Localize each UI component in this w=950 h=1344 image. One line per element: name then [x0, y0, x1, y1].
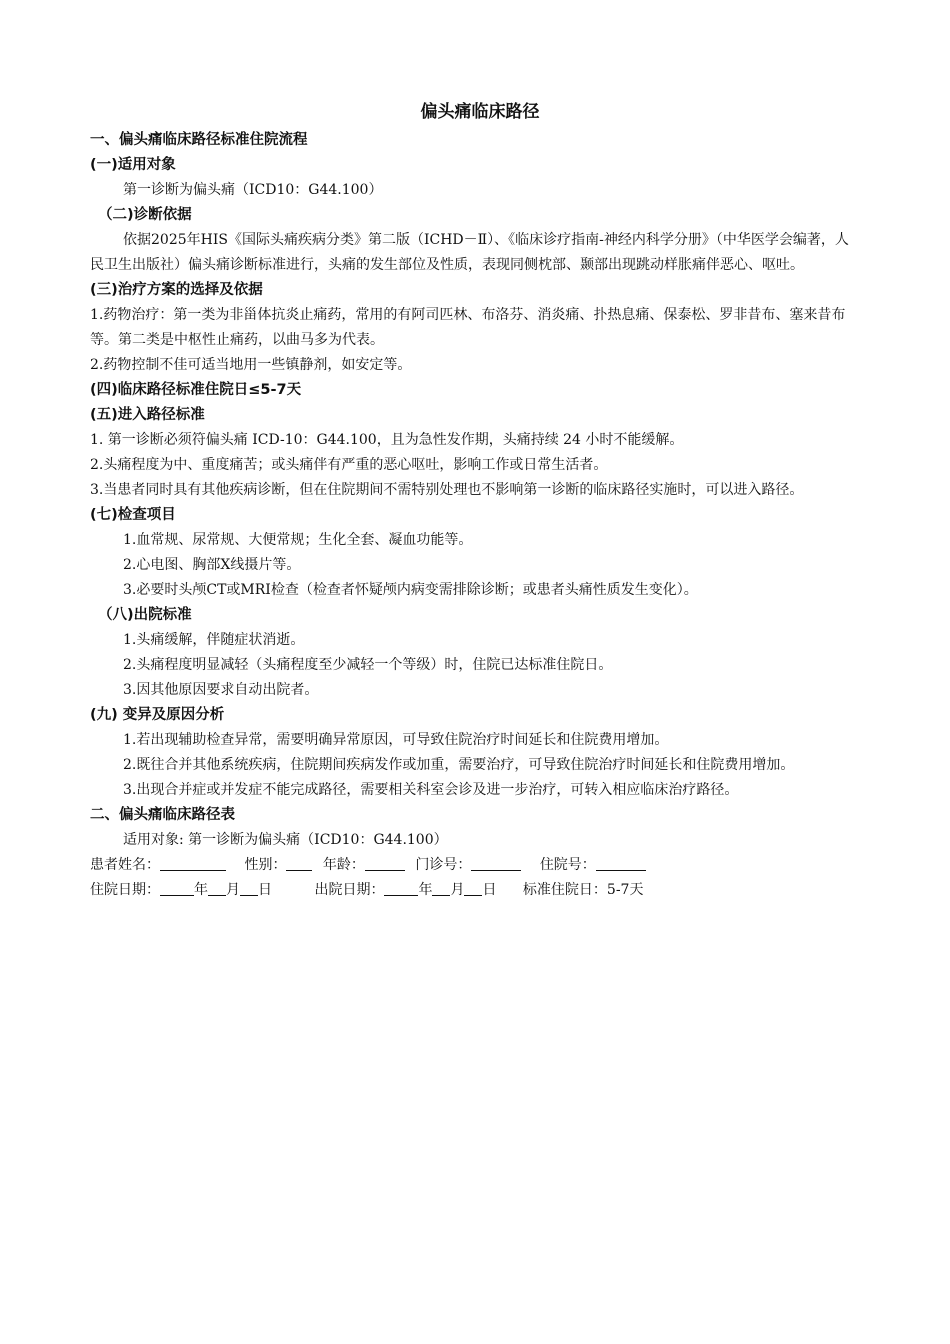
subsection-heading-treatment: (三)治疗方案的选择及依据 — [90, 282, 263, 298]
discharge-date-label: 出院日期： — [314, 882, 385, 898]
age-label: 年龄： — [322, 857, 365, 873]
section-heading-1: 一、偏头痛临床路径标准住院流程 — [90, 132, 308, 148]
standard-stay-text: 标准住院日：5-7天 — [522, 882, 644, 898]
treatment-item: 1.药物治疗：第一类为非甾体抗炎止痛药，常用的有阿司匹林、布洛芬、消炎痛、扑热息痛、保泰松、罗非昔布、塞来昔布等。第二类是中枢性止痛药，以曲马多为代表。 — [90, 307, 846, 348]
exam-item: 2.心电图、胸部Ⅹ线摄片等。 — [123, 557, 301, 573]
sex-label: 性别： — [244, 857, 287, 873]
applicable-text: 第一诊断为偏头痛（ICD10：G44.100） — [123, 182, 383, 198]
admit-day-field[interactable] — [240, 880, 258, 896]
admit-year-field[interactable] — [160, 880, 194, 896]
age-field[interactable] — [365, 855, 405, 871]
subsection-heading-entry: (五)进入路径标准 — [90, 407, 205, 423]
admit-date-label: 住院日期： — [90, 882, 160, 898]
admit-year-unit: 年 — [194, 882, 208, 898]
discharge-item: 1.头痛缓解，伴随症状消逝。 — [123, 632, 305, 648]
patient-info-row — [90, 853, 862, 878]
clinic-no-label: 门诊号： — [415, 857, 472, 873]
inpatient-no-label: 住院号： — [539, 857, 596, 873]
admit-month-field[interactable] — [208, 880, 226, 896]
section-heading-2: 二、偏头痛临床路径表 — [90, 807, 235, 823]
entry-item: 3.当患者同时具有其他疾病诊断，但在住院期间不需特别处理也不影响第一诊断的临床路径实施时，可以进入路径。 — [90, 482, 804, 498]
sex-field[interactable] — [286, 855, 312, 871]
admit-day-unit: 日 — [258, 882, 272, 898]
exam-item: 1.血常规、尿常规、大便常规；生化全套、凝血功能等。 — [123, 532, 473, 548]
document-title: 偏头痛临床路径 — [420, 102, 540, 122]
subsection-heading-diagnosis: （二)诊断依据 — [98, 207, 192, 223]
entry-item: 1. 第一诊断必须符偏头痛 ICD-10：G44.100，且为急性发作期，头痛持续 24 小时不能缓解。 — [90, 432, 684, 448]
subsection-heading-applicable: (一)适用对象 — [90, 157, 176, 173]
subsection-heading-stay: (四)临床路径标准住院日≤5-7天 — [90, 382, 302, 398]
subsection-heading-variance: (九) 变异及原因分析 — [90, 707, 225, 723]
document-page — [90, 96, 862, 903]
patient-name-label: 患者姓名： — [90, 857, 160, 873]
discharge-year-unit: 年 — [418, 882, 433, 898]
discharge-item: 2.头痛程度明显减轻（头痛程度至少减轻一个等级）时，住院已达标准住院日。 — [123, 657, 613, 673]
exam-item: 3.必要时头颅CT或MRI检查（检查者怀疑颅内病变需排除诊断；或患者头痛性质发生变化）。 — [123, 582, 698, 598]
subsection-heading-exams: (七)检查项目 — [90, 507, 176, 523]
diagnosis-text: 依据2025年HIS《国际头痛疾病分类》第二版（ICHD－Ⅱ）、《临床诊疗指南-神经内科学分册》（中华医学会编著，人民卫生出版社）偏头痛诊断标准进行，头痛的发生部位及性质，表现同侧枕部、颞部出现跳动样胀痛伴恶心、呕吐。 — [90, 232, 849, 273]
discharge-item: 3.因其他原因要求自动出院者。 — [123, 682, 319, 698]
variance-item: 1.若出现辅助检查异常，需要明确异常原因，可导致住院治疗时间延长和住院费用增加。 — [123, 732, 669, 748]
discharge-month-field[interactable] — [432, 880, 450, 896]
subsection-heading-discharge: （八)出院标准 — [98, 607, 192, 623]
discharge-day-unit: 日 — [482, 882, 497, 898]
clinic-no-field[interactable] — [471, 855, 521, 871]
entry-item: 2.头痛程度为中、重度痛苦；或头痛伴有严重的恶心呕吐，影响工作或日常生活者。 — [90, 457, 608, 473]
discharge-year-field[interactable] — [384, 880, 418, 896]
admit-month-unit: 月 — [226, 882, 240, 898]
inpatient-no-field[interactable] — [596, 855, 646, 871]
treatment-item: 2.药物控制不佳可适当地用一些镇静剂，如安定等。 — [90, 357, 412, 373]
patient-name-field[interactable] — [160, 855, 226, 871]
discharge-month-unit: 月 — [450, 882, 465, 898]
dates-row — [90, 878, 862, 903]
variance-item: 3.出现合并症或并发症不能完成路径，需要相关科室会诊及进一步治疗，可转入相应临床治疗路径。 — [123, 782, 739, 798]
variance-item: 2.既往合并其他系统疾病，住院期间疾病发作或加重，需要治疗，可导致住院治疗时间延长和住院费用增加。 — [123, 757, 795, 773]
discharge-day-field[interactable] — [464, 880, 482, 896]
form-applicable-text: 适用对象: 第一诊断为偏头痛（ICD10：G44.100） — [123, 832, 448, 848]
